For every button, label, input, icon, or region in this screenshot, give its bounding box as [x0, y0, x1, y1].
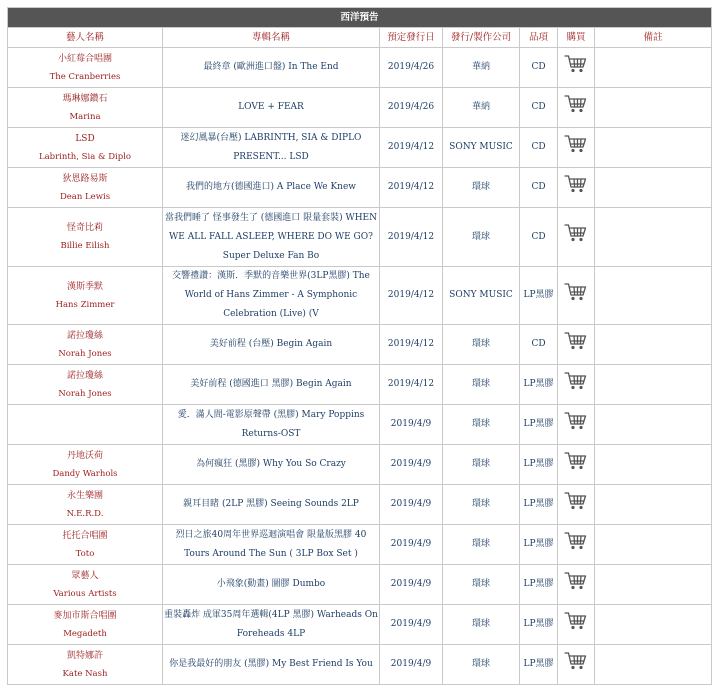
- artist-name-en[interactable]: Billie Eilish: [60, 241, 110, 251]
- product-format: LP黑膠: [520, 365, 558, 405]
- product-format: CD: [520, 88, 558, 128]
- artist-name-zh[interactable]: 麥加市斯合唱團: [53, 610, 117, 621]
- header-date: 預定發行日: [380, 28, 443, 48]
- artist-name-zh[interactable]: 永生樂團: [66, 490, 103, 501]
- artist-name-zh[interactable]: 瑪琳娜鑽石: [62, 93, 108, 104]
- shopping-cart-icon[interactable]: [564, 531, 588, 559]
- artist-cell: [8, 525, 163, 565]
- product-format: CD: [520, 325, 558, 365]
- shopping-cart-icon[interactable]: [564, 134, 588, 162]
- table-row: [8, 645, 712, 685]
- artist-name-en[interactable]: Dandy Warhols: [52, 468, 118, 479]
- artist-cell: [8, 565, 163, 605]
- header-format: 品項: [520, 28, 558, 48]
- shopping-cart-icon[interactable]: [564, 411, 588, 439]
- record-label: 環球: [443, 445, 520, 485]
- note-cell: [595, 445, 712, 485]
- album-title[interactable]: 重裝轟炸 成軍35周年選輯(4LP 黑膠) Warheads On Foreheads 4LP: [163, 605, 380, 645]
- album-title[interactable]: 烈日之旅40周年世界巡迴演唱會 限量版黑膠 40 Tours Around The Sun ( 3LP Box Set ): [163, 525, 380, 565]
- artist-name-en[interactable]: Toto: [75, 548, 95, 559]
- buy-cell: [558, 445, 595, 485]
- note-cell: [595, 525, 712, 565]
- release-date: 2019/4/9: [380, 525, 443, 565]
- buy-cell: [558, 88, 595, 128]
- product-format: CD: [520, 48, 558, 88]
- artist-cell: [8, 267, 163, 325]
- record-label: 環球: [443, 525, 520, 565]
- artist-name-en[interactable]: Norah Jones: [58, 348, 112, 359]
- product-format: LP黑膠: [520, 645, 558, 685]
- table-row: [8, 565, 712, 605]
- product-format: LP黑膠: [520, 525, 558, 565]
- album-title[interactable]: 美好前程 (德國進口 黑膠) Begin Again: [163, 365, 380, 405]
- record-label: 環球: [443, 485, 520, 525]
- record-label: 華納: [443, 88, 520, 128]
- artist-name-en[interactable]: Hans Zimmer: [55, 299, 115, 310]
- artist-cell: [8, 365, 163, 405]
- release-date: 2019/4/9: [380, 485, 443, 525]
- record-label: 環球: [443, 605, 520, 645]
- record-label: SONY MUSIC: [443, 267, 520, 325]
- shopping-cart-icon[interactable]: [564, 611, 588, 639]
- record-label: 環球: [443, 405, 520, 445]
- artist-name-zh[interactable]: 狄恩路易斯: [62, 173, 108, 184]
- header-artist: 藝人名稱: [8, 28, 163, 48]
- artist-name-zh[interactable]: 諾拉瓊絲: [66, 330, 103, 341]
- header-label: 發行/製作公司: [443, 28, 520, 48]
- album-title[interactable]: 小飛象(動畫) 圖膠 Dumbo: [163, 565, 380, 605]
- note-cell: [595, 325, 712, 365]
- note-cell: [595, 48, 712, 88]
- table-row: [8, 485, 712, 525]
- record-label: 環球: [443, 645, 520, 685]
- album-title[interactable]: LOVE + FEAR: [163, 88, 380, 128]
- release-date: 2019/4/9: [380, 645, 443, 685]
- table-row: [8, 128, 712, 168]
- artist-name-zh[interactable]: 漢斯季默: [66, 281, 103, 292]
- product-format: LP黑膠: [520, 445, 558, 485]
- preorder-table-container: [7, 7, 711, 685]
- section-title: 西洋預告: [8, 8, 712, 28]
- note-cell: [595, 645, 712, 685]
- table-row: [8, 88, 712, 128]
- album-title[interactable]: 最終章 (歐洲進口盤) In The End: [163, 48, 380, 88]
- artist-name-en[interactable]: N.E.R.D.: [66, 508, 104, 519]
- artist-cell: [8, 325, 163, 365]
- record-label: 環球: [443, 365, 520, 405]
- record-label: 環球: [443, 565, 520, 605]
- release-date: 2019/4/9: [380, 605, 443, 645]
- shopping-cart-icon[interactable]: [564, 174, 588, 202]
- artist-name-zh[interactable]: 諾拉瓊絲: [66, 370, 103, 381]
- table-header-row: [8, 28, 712, 48]
- buy-cell: [558, 645, 595, 685]
- table-row: [8, 365, 712, 405]
- shopping-cart-icon[interactable]: [564, 94, 588, 122]
- artist-cell: [8, 645, 163, 685]
- shopping-cart-icon[interactable]: [564, 491, 588, 519]
- table-title-row: [8, 8, 712, 28]
- table-row: [8, 208, 712, 267]
- header-album: 專輯名稱: [163, 28, 380, 48]
- release-date: 2019/4/26: [380, 88, 443, 128]
- artist-cell: [8, 485, 163, 525]
- artist-name-zh[interactable]: 托托合唱團: [62, 530, 108, 541]
- note-cell: [595, 128, 712, 168]
- album-title[interactable]: 美好前程 (台壓) Begin Again: [163, 325, 380, 365]
- product-format: LP黑膠: [520, 405, 558, 445]
- release-date: 2019/4/9: [380, 405, 443, 445]
- table-row: [8, 267, 712, 325]
- buy-cell: [558, 405, 595, 445]
- artist-cell: [8, 128, 163, 168]
- artist-cell: [8, 445, 163, 485]
- buy-cell: [558, 168, 595, 208]
- shopping-cart-icon[interactable]: [564, 282, 588, 310]
- album-title[interactable]: 親耳目睹 (2LP 黑膠) Seeing Sounds 2LP: [163, 485, 380, 525]
- buy-cell: [558, 365, 595, 405]
- artist-name-en[interactable]: Labrinth, Sia & Diplo: [38, 151, 132, 162]
- artist-name-en[interactable]: Kate Nash: [62, 668, 108, 679]
- note-cell: [595, 565, 712, 605]
- buy-cell: [558, 325, 595, 365]
- artist-name-en[interactable]: The Cranberries: [49, 71, 121, 82]
- buy-cell: [558, 208, 595, 267]
- note-cell: [595, 267, 712, 325]
- buy-cell: [558, 565, 595, 605]
- shopping-cart-icon[interactable]: [564, 54, 588, 82]
- table-row: [8, 325, 712, 365]
- release-date: 2019/4/12: [380, 208, 443, 267]
- table-row: [8, 48, 712, 88]
- buy-cell: [558, 48, 595, 88]
- product-format: LP黑膠: [520, 605, 558, 645]
- album-title[interactable]: 你是我最好的朋友 (黑膠) My Best Friend Is You: [163, 645, 380, 685]
- artist-name-zh[interactable]: 小紅莓合唱團: [57, 53, 112, 64]
- table-row: [8, 525, 712, 565]
- release-date: 2019/4/12: [380, 168, 443, 208]
- table-row: [8, 405, 712, 445]
- record-label: 環球: [443, 208, 520, 267]
- buy-cell: [558, 605, 595, 645]
- shopping-cart-icon[interactable]: [564, 451, 588, 479]
- note-cell: [595, 208, 712, 267]
- artist-cell: [8, 88, 163, 128]
- artist-name-en[interactable]: Various Artists: [53, 588, 117, 599]
- artist-cell: [8, 48, 163, 88]
- header-note: 備註: [595, 28, 712, 48]
- artist-name-en[interactable]: Dean Lewis: [59, 191, 111, 202]
- table-row: [8, 445, 712, 485]
- album-title[interactable]: 當我們睡了 怪事發生了 (德國進口 限量套裝) WHEN WE ALL FALL ASLEEP, WHERE DO WE GO? Super Deluxe Fan Bo: [163, 208, 380, 267]
- product-format: LP黑膠: [520, 267, 558, 325]
- artist-name-zh[interactable]: LSD: [75, 133, 95, 144]
- release-date: 2019/4/12: [380, 267, 443, 325]
- artist-cell: [8, 405, 163, 445]
- release-date: 2019/4/9: [380, 445, 443, 485]
- album-title[interactable]: 我們的地方(德國進口) A Place We Knew: [163, 168, 380, 208]
- album-title[interactable]: 為何瘋狂 (黑膠) Why You So Crazy: [163, 445, 380, 485]
- record-label: 華納: [443, 48, 520, 88]
- artist-name-zh[interactable]: 凱特娜許: [66, 650, 103, 661]
- release-date: 2019/4/9: [380, 565, 443, 605]
- album-title[interactable]: 愛．滿人間-電影原聲帶 (黑膠) Mary Poppins Returns-OST: [163, 405, 380, 445]
- release-date: 2019/4/12: [380, 325, 443, 365]
- product-format: LP黑膠: [520, 485, 558, 525]
- note-cell: [595, 168, 712, 208]
- product-format: CD: [520, 168, 558, 208]
- shopping-cart-icon[interactable]: [564, 371, 588, 399]
- album-title[interactable]: 迷幻風暴(台壓) LABRINTH, SIA & DIPLO PRESENT... LSD: [163, 128, 380, 168]
- header-buy: 購買: [558, 28, 595, 48]
- note-cell: [595, 405, 712, 445]
- note-cell: [595, 365, 712, 405]
- western-preorder-table: [7, 7, 712, 685]
- artist-name-en[interactable]: Marina: [69, 111, 101, 122]
- album-title[interactable]: 交響禮讚：漢斯．季默的音樂世界(3LP黑膠) The World of Hans Zimmer - A Symphonic Celebration (Live) (V: [163, 267, 380, 325]
- note-cell: [595, 88, 712, 128]
- artist-cell: [8, 208, 163, 267]
- release-date: 2019/4/12: [380, 128, 443, 168]
- artist-name-zh[interactable]: 丹地沃荷: [66, 450, 103, 461]
- shopping-cart-icon[interactable]: [564, 571, 588, 599]
- buy-cell: [558, 485, 595, 525]
- buy-cell: [558, 525, 595, 565]
- product-format: CD: [520, 208, 558, 267]
- shopping-cart-icon[interactable]: [564, 651, 588, 679]
- table-row: [8, 605, 712, 645]
- record-label: 環球: [443, 168, 520, 208]
- buy-cell: [558, 128, 595, 168]
- artist-cell: [8, 168, 163, 208]
- buy-cell: [558, 267, 595, 325]
- record-label: 環球: [443, 325, 520, 365]
- artist-name-zh[interactable]: 眾藝人: [71, 570, 99, 581]
- release-date: 2019/4/12: [380, 365, 443, 405]
- release-date: 2019/4/26: [380, 48, 443, 88]
- table-row: [8, 168, 712, 208]
- artist-name-en[interactable]: Megadeth: [63, 628, 107, 639]
- shopping-cart-icon[interactable]: [564, 331, 588, 359]
- note-cell: [595, 485, 712, 525]
- record-label: SONY MUSIC: [443, 128, 520, 168]
- artist-name-en[interactable]: Norah Jones: [58, 388, 112, 399]
- artist-cell: [8, 605, 163, 645]
- note-cell: [595, 605, 712, 645]
- artist-name-zh[interactable]: 怪奇比莉: [66, 223, 103, 233]
- product-format: LP黑膠: [520, 565, 558, 605]
- product-format: CD: [520, 128, 558, 168]
- shopping-cart-icon[interactable]: [564, 223, 588, 251]
